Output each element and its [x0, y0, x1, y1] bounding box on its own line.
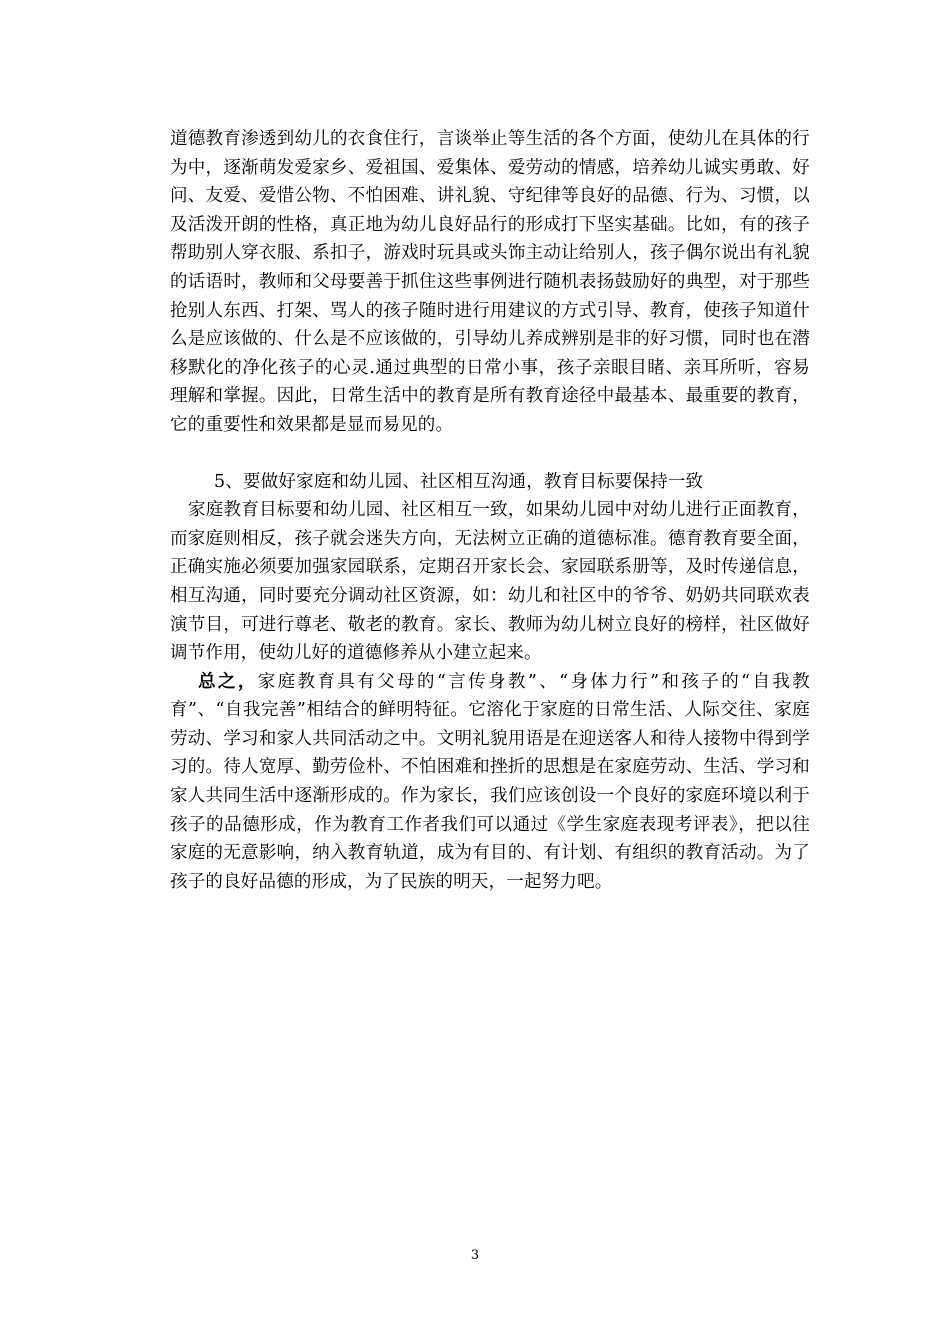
page-number: 3	[470, 1248, 480, 1263]
summary-lead: 总之，	[198, 671, 258, 692]
section-heading-5: 5、要做好家庭和幼儿园、社区相互沟通，教育目标要保持一致	[214, 471, 704, 492]
paragraph-home-school-community: 家庭教育目标要和幼儿园、社区相互一致，如果幼儿园中对幼儿进行正面教育，而家庭则相反，孩子就会迷失方向，无法树立正确的道德标准。德育教育要全面，正确实施必须要加强家园联系，定期召开家长会、家园联系册等，及时传递信息，相互沟通，同时要充分调动社区资源，如：幼儿和社区中的爷爷、奶奶共同联欢表演节目，可进行尊老、敬老的教育。家长、教师为幼儿树立良好的榜样，社区做好调节作用，使幼儿好的道德修养从小建立起来。	[170, 500, 810, 664]
paragraph-summary	[170, 668, 810, 897]
paragraph-daily-life-education: 道德教育渗透到幼儿的衣食住行，言谈举止等生活的各个方面，使幼儿在具体的行为中，逐渐萌发爱家乡、爱祖国、爱集体、爱劳动的情感，培养幼儿诚实勇敢、好问、友爱、爱惜公物、不怕困难、讲礼貌、守纪律等良好的品德、行为、习惯，以及活泼开朗的性格，真正地为幼儿良好品行的形成打下坚实基础。比如，有的孩子帮助别人穿衣服、系扣子，游戏时玩具或头饰主动让给别人，孩子偶尔说出有礼貌的话语时，教师和父母要善于抓住这些事例进行随机表扬鼓励好的典型，对于那些抢别人东西、打架、骂人的孩子随时进行用建议的方式引导、教育，使孩子知道什么是应该做的、什么是不应该做的，引导幼儿养成辨别是非的好习惯，同时也在潜移默化的净化孩子的心灵.通过典型的日常小事，孩子亲眼目睹、亲耳所听，容易理解和掌握。因此，日常生活中的教育是所有教育途径中最基本、最重要的教育，它的重要性和效果都是显而易见的。	[170, 129, 810, 435]
summary-text: 家庭教育具有父母的“言传身教”、“身体力行”和孩子的“自我教育”、“自我完善”相结合的鲜明特征。它溶化于家庭的日常生活、人际交往、家庭劳动、学习和家人共同活动之中。文明礼貌用语是在迎送客人和待人接物中得到学习的。待人宽厚、勤劳俭朴、不怕困难和挫折的思想是在家庭劳动、生活、学习和家人共同生活中逐渐形成的。作为家长，我们应该创设一个良好的家庭环境以利于孩子的品德形成，作为教育工作者我们可以通过《学生家庭表现考评表》，把以往家庭的无意影响，纳入教育轨道，成为有目的、有计划、有组织的教育活动。为了孩子的良好品德的形成，为了民族的明天，一起努力吧。	[170, 671, 810, 892]
document-body	[170, 125, 810, 896]
